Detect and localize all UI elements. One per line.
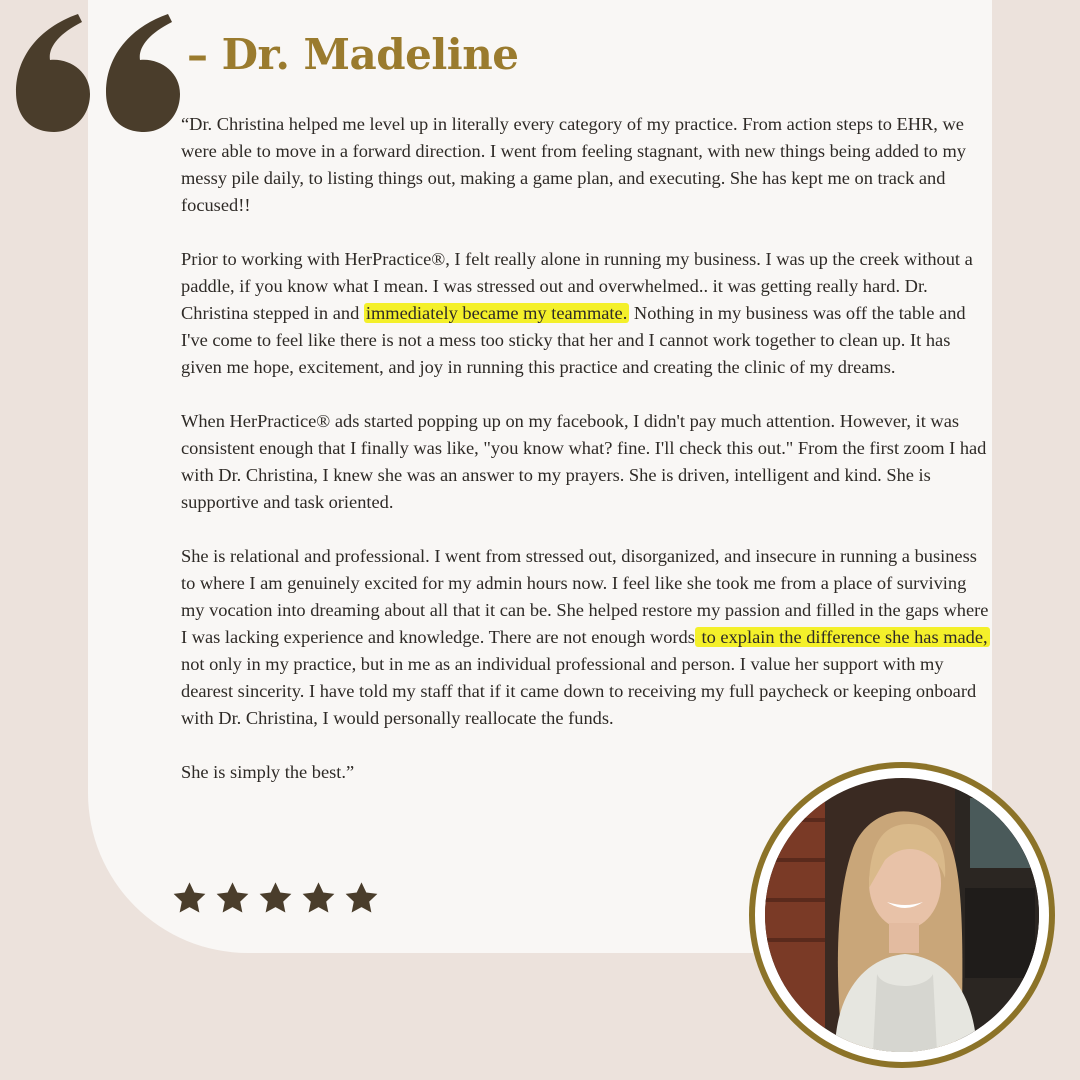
star-icon [343, 880, 380, 917]
highlighted-text: immediately became my teammate. [365, 303, 628, 323]
paragraph-text: She is relational and professional. I went from stressed out, disorganized, and insecure in running a business to where I am genuinely excited for my admin hours now. I feel like she took me from a place of surviving my vocation into dreaming about all that it can be. She helped restore my passion and filled in the gaps where I was lacking experience and knowledge. There are not enough words [181, 546, 989, 647]
testimonial-paragraph [181, 111, 991, 219]
reviewer-name-title: – Dr. Madeline [187, 30, 519, 79]
paragraph-text: “Dr. Christina helped me level up in literally every category of my practice. From action steps to EHR, we were able to move in a forward direction. I went from feeling stagnant, with new things being added to my messy pile daily, to listing things out, making a game plan, and executing. She has kept me on track and focused!! [181, 114, 966, 215]
star-icon [257, 880, 294, 917]
quote-mark-icon [12, 8, 182, 133]
paragraph-text: not only in my practice, but in me as an individual professional and person. I value her support with my dearest sincerity. I have told my staff that if it came down to receiving my full paycheck or keeping onboard with Dr. Christina, I would personally reallocate the funds. [181, 654, 977, 728]
paragraph-text: Prior to working with HerPractice®, I felt really alone in running my business. I was up the creek without a paddle, if you know what I mean. I was stressed out and overwhelmed.. it was getting really hard. Dr. Christina stepped in and [181, 249, 973, 323]
testimonial-paragraph [181, 543, 991, 732]
star-rating [171, 880, 380, 917]
reviewer-photo [765, 778, 1039, 1052]
paragraph-text: Nothing in my business was off the table and I've come to feel like there is not a mess too sticky that her and I cannot work together to clean up. It has given me hope, excitement, and joy in running this practice and creating the clinic of my dreams. [181, 303, 966, 377]
star-icon [300, 880, 337, 917]
testimonial-text [181, 111, 991, 813]
testimonial-paragraph [181, 246, 991, 381]
paragraph-text: She is simply the best.” [181, 762, 355, 782]
paragraph-text: When HerPractice® ads started popping up on my facebook, I didn't pay much attention. However, it was consistent enough that I finally was like, "you know what? fine. I'll check this out." From the first zoom I had with Dr. Christina, I knew she was an answer to my prayers. She is driven, intelligent and kind. She is supportive and task oriented. [181, 411, 987, 512]
star-icon [171, 880, 208, 917]
reviewer-photo-frame [749, 762, 1055, 1068]
testimonial-paragraph [181, 408, 991, 516]
star-icon [214, 880, 251, 917]
highlighted-text: to explain the difference she has made, [696, 627, 988, 647]
